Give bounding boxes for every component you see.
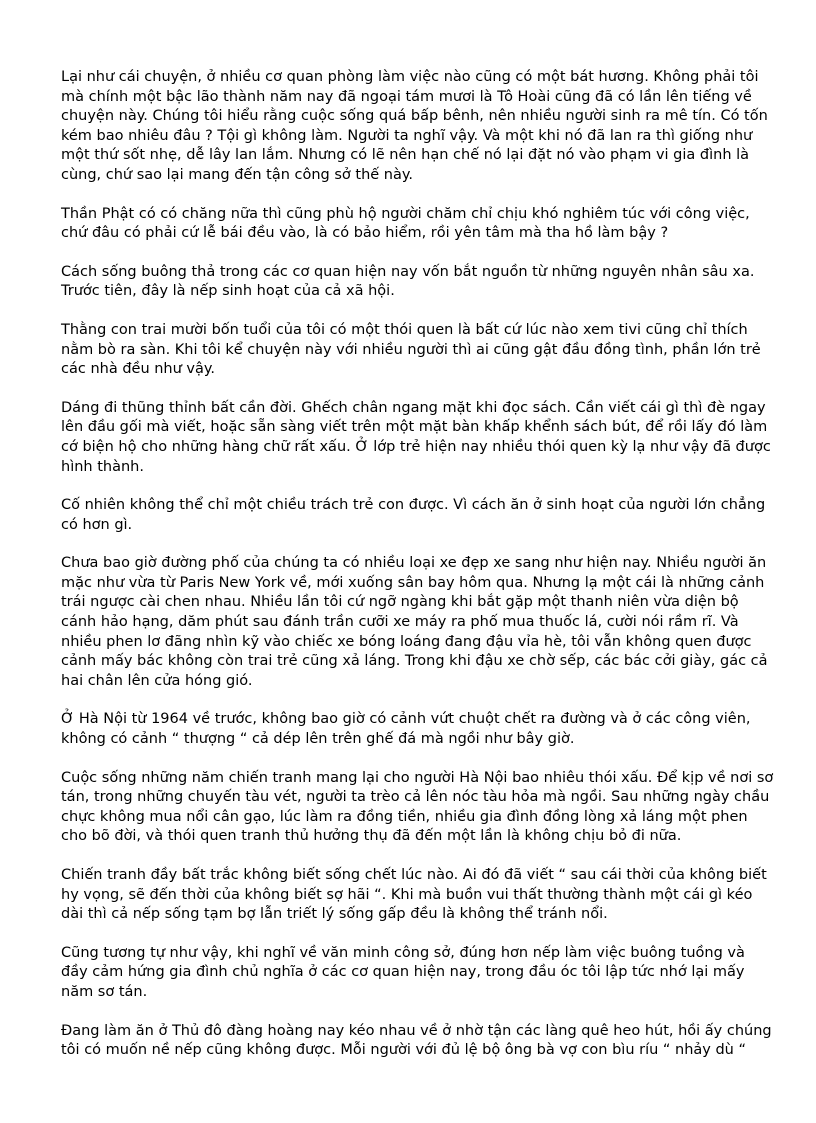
paragraph-1: Lại như cái chuyện, ở nhiều cơ quan phòng làm việc nào cũng có một bát hương. Không phải tôi mà chính một bậc lão thành năm nay đã ngoại tám mươi là Tô Hoài cũng đã có lần lên tiếng về chuyện này. Chúng tôi hiểu rằng cuộc sống quá bấp bênh, nên nhiều người sinh ra mê tín. Có tốn kém bao nhiêu đâu ? Tội gì không làm. Người ta nghĩ vậy. Và một khi nó đã lan ra thì giống như một thứ sốt nhẹ, dễ lây lan lắm. Nhưng có lẽ nên hạn chế nó lại đặt nó vào phạm vi gia đình là cùng, chứ sao lại mang đến tận công sở thế này. xyxy=(61,69,768,183)
document-page xyxy=(61,68,776,1080)
paragraph-12: Đang làm ăn ở Thủ đô đàng hoàng nay kéo nhau về ở nhờ tận các làng quê heo hút, hồi ấy chúng tôi có muốn nề nếp cũng không được. Mỗi người với đủ lệ bộ ông bà vợ con bìu ríu “ nhảy dù “ xyxy=(61,1022,772,1059)
paragraph-11: Cũng tương tự như vậy, khi nghĩ về văn minh công sở, đúng hơn nếp làm việc buông tuồng và đầy cảm hứng gia đình chủ nghĩa ở các cơ quan hiện nay, trong đầu óc tôi lập tức nhớ lại mấy năm sơ tán. xyxy=(61,944,745,1000)
paragraph-3: Cách sống buông thả trong các cơ quan hiện nay vốn bắt nguồn từ những nguyên nhân sâu xa. Trước tiên, đây là nếp sinh hoạt của cả xã hội. xyxy=(61,263,755,300)
paragraph-6: Cố nhiên không thể chỉ một chiều trách trẻ con được. Vì cách ăn ở sinh hoạt của người lớn chẳng có hơn gì. xyxy=(61,497,766,533)
paragraph-8: Ở Hà Nội từ 1964 về trước, không bao giờ có cảnh vứt chuột chết ra đường và ở các công viên, không có cảnh “ thượng “ cả dép lên trên ghế đá mà ngồi như bây giờ. xyxy=(61,711,751,748)
paragraph-7: Chưa bao giờ đường phố của chúng ta có nhiều loại xe đẹp xe sang như hiện nay. Nhiều người ăn mặc như vừa từ Paris New York về, mới xuống sân bay hôm qua. Nhưng lạ một cái là những cảnh trái ngược cài chen nhau. Nhiều lần tôi cứ ngỡ ngàng khi bắt gặp một thanh niên vừa diện bộ cánh hảo hạng, dăm phút sau đánh trần cưỡi xe máy ra phố mua thuốc lá, cười nói rầm rĩ. Và nhiều phen lơ đãng nhìn kỹ vào chiếc xe bóng loáng đang đậu vỉa hè, tôi vẫn không quen được cảnh mấy bác không còn trai trẻ cũng xả láng. Trong khi đậu xe chờ sếp, các bác cởi giày, gác cả hai chân lên cửa hóng gió. xyxy=(61,555,768,689)
paragraph-5: Dáng đi thũng thỉnh bất cần đời. Ghếch chân ngang mặt khi đọc sách. Cần viết cái gì thì đè ngay lên đầu gối mà viết, hoặc sẵn sàng viết trên một mặt bàn khấp khểnh sách bút, để rồi lấy đó làm cớ biện hộ cho những hàng chữ rất xấu. Ở lớp trẻ hiện nay nhiều thói quen kỳ lạ như vậy đã được hình thành. xyxy=(61,399,771,475)
paragraph-2: Thần Phật có có chăng nữa thì cũng phù hộ người chăm chỉ chịu khó nghiêm túc với công việc, chứ đâu có phải cứ lễ bái đều vào, là có bảo hiểm, rồi yên tâm mà tha hồ làm bậy ? xyxy=(61,205,750,242)
paragraph-9: Cuộc sống những năm chiến tranh mang lại cho người Hà Nội bao nhiêu thói xấu. Để kịp về nơi sơ tán, trong những chuyến tàu vét, người ta trèo cả lên nóc tàu hỏa mà ngồi. Sau những ngày chầu chực không mua nổi cân gạo, lúc làm ra đồng tiền, nhiều gia đình đồng lòng xả láng một phen cho bõ đời, và thói quen tranh thủ hưởng thụ đã đến một lần là không chịu bỏ đi nữa. xyxy=(61,769,774,845)
paragraph-4: Thằng con trai mười bốn tuổi của tôi có một thói quen là bất cứ lúc nào xem tivi cũng chỉ thích nằm bò ra sàn. Khi tôi kể chuyện này với nhiều người thì ai cũng gật đầu đồng tình, phần lớn trẻ các nhà đều như vậy. xyxy=(61,321,761,378)
paragraph-10: Chiến tranh đầy bất trắc không biết sống chết lúc nào. Ai đó đã viết “ sau cái thời của không biết hy vọng, sẽ đến thời của không biết sợ hãi “. Khi mà buồn vui thất thường thành một cái gì kéo dài thì cả nếp sống tạm bợ lẫn triết lý sống gấp đều là không thể tránh nổi. xyxy=(61,867,767,923)
